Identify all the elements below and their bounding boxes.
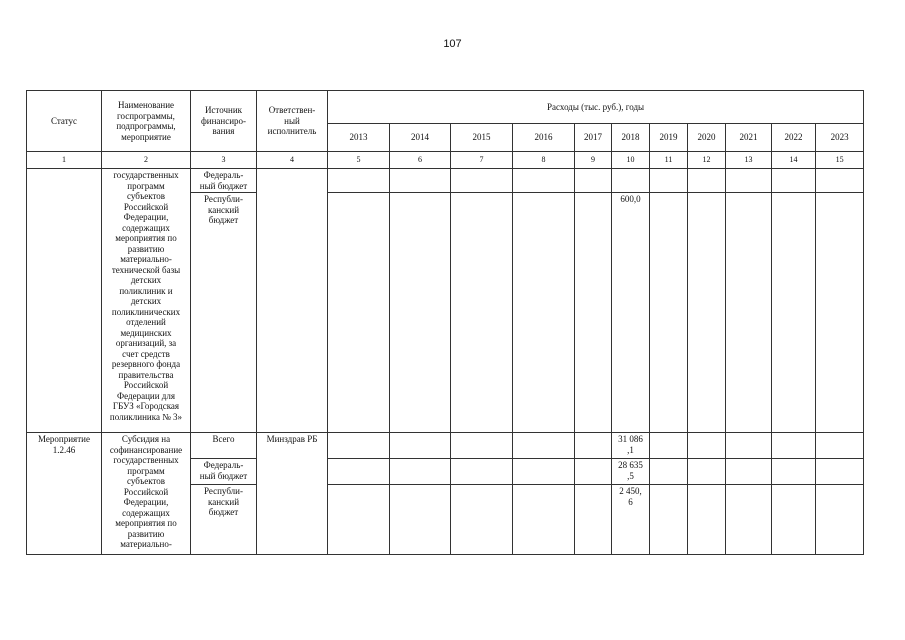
value-cell <box>650 459 688 485</box>
header-name: Наименование госпрограммы, подпрограммы, мероприятие <box>102 91 191 152</box>
value-cell <box>390 193 451 433</box>
value-cell <box>451 169 513 193</box>
value-cell <box>328 193 390 433</box>
block1-source-republic: Республи- канский бюджет <box>191 193 257 433</box>
column-number: 5 <box>328 152 390 169</box>
value-cell <box>772 485 816 555</box>
value-cell <box>688 485 726 555</box>
value-cell <box>390 433 451 459</box>
header-year-2015: 2015 <box>451 124 513 152</box>
block1-source-federal: Федераль- ный бюджет <box>191 169 257 193</box>
value-2018: 2 450, 6 <box>612 485 650 555</box>
value-cell <box>513 459 575 485</box>
value-cell <box>726 485 772 555</box>
value-cell <box>328 485 390 555</box>
column-number: 13 <box>726 152 772 169</box>
value-cell <box>513 433 575 459</box>
value-cell <box>575 459 612 485</box>
value-cell <box>451 459 513 485</box>
value-cell <box>688 433 726 459</box>
value-cell <box>513 193 575 433</box>
column-number: 14 <box>772 152 816 169</box>
column-number: 8 <box>513 152 575 169</box>
column-number: 3 <box>191 152 257 169</box>
value-cell <box>451 193 513 433</box>
value-cell <box>726 169 772 193</box>
column-number: 7 <box>451 152 513 169</box>
header-year-2013: 2013 <box>328 124 390 152</box>
value-cell <box>451 433 513 459</box>
value-cell <box>650 193 688 433</box>
value-cell <box>390 485 451 555</box>
header-year-2017: 2017 <box>575 124 612 152</box>
header-year-2020: 2020 <box>688 124 726 152</box>
header-year-2016: 2016 <box>513 124 575 152</box>
column-number: 11 <box>650 152 688 169</box>
column-number: 15 <box>816 152 864 169</box>
header-year-2022: 2022 <box>772 124 816 152</box>
value-cell <box>575 193 612 433</box>
value-2018 <box>612 169 650 193</box>
header-expenses: Расходы (тыс. руб.), годы <box>328 91 864 124</box>
value-cell <box>390 169 451 193</box>
value-cell <box>772 169 816 193</box>
column-number: 6 <box>390 152 451 169</box>
value-cell <box>772 459 816 485</box>
block1-status <box>27 169 102 433</box>
value-cell <box>328 459 390 485</box>
value-2018: 600,0 <box>612 193 650 433</box>
budget-table <box>26 90 864 555</box>
value-cell <box>390 459 451 485</box>
block2-source-federal: Федераль- ный бюджет <box>191 459 257 485</box>
header-year-2021: 2021 <box>726 124 772 152</box>
value-cell <box>575 169 612 193</box>
value-cell <box>451 485 513 555</box>
value-cell <box>328 169 390 193</box>
value-cell <box>650 169 688 193</box>
value-2018: 31 086 ,1 <box>612 433 650 459</box>
value-cell <box>726 433 772 459</box>
value-cell <box>328 433 390 459</box>
header-year-2014: 2014 <box>390 124 451 152</box>
column-number: 1 <box>27 152 102 169</box>
value-cell <box>650 485 688 555</box>
column-number: 10 <box>612 152 650 169</box>
block1-executor <box>257 169 328 433</box>
column-number: 12 <box>688 152 726 169</box>
value-cell <box>513 169 575 193</box>
header-year-2023: 2023 <box>816 124 864 152</box>
value-cell <box>688 193 726 433</box>
block2-executor: Минздрав РБ <box>257 433 328 555</box>
header-year-2019: 2019 <box>650 124 688 152</box>
value-cell <box>816 193 864 433</box>
value-2018: 28 635 ,5 <box>612 459 650 485</box>
value-cell <box>816 485 864 555</box>
value-cell <box>772 433 816 459</box>
block1-name: государственных программ субъектов Российской Федерации, содержащих мероприятия по развитию материально- технической базы детских поликлиник и детских поликлинических отделений медицинских организаций, за счет средств резервного фонда правительства Российской Федерации для ГБУЗ «Городская поликлиника № 3» <box>102 169 191 433</box>
value-cell <box>726 193 772 433</box>
block2-source-republic: Республи- канский бюджет <box>191 485 257 555</box>
value-cell <box>688 169 726 193</box>
value-cell <box>772 193 816 433</box>
column-number: 9 <box>575 152 612 169</box>
block2-source-total: Всего <box>191 433 257 459</box>
column-number: 2 <box>102 152 191 169</box>
value-cell <box>816 169 864 193</box>
column-number: 4 <box>257 152 328 169</box>
value-cell <box>688 459 726 485</box>
block2-status: Мероприятие 1.2.46 <box>27 433 102 555</box>
value-cell <box>575 433 612 459</box>
header-executor: Ответствен- ный исполнитель <box>257 91 328 152</box>
value-cell <box>513 485 575 555</box>
header-source: Источник финансиро- вания <box>191 91 257 152</box>
header-year-2018: 2018 <box>612 124 650 152</box>
value-cell <box>650 433 688 459</box>
value-cell <box>575 485 612 555</box>
value-cell <box>816 433 864 459</box>
header-status: Статус <box>27 91 102 152</box>
value-cell <box>726 459 772 485</box>
block2-name: Субсидия на софинансирование государственных программ субъектов Российской Федерации, содержащих мероприятия по развитию материально- <box>102 433 191 555</box>
value-cell <box>816 459 864 485</box>
page-number: 107 <box>443 38 462 50</box>
